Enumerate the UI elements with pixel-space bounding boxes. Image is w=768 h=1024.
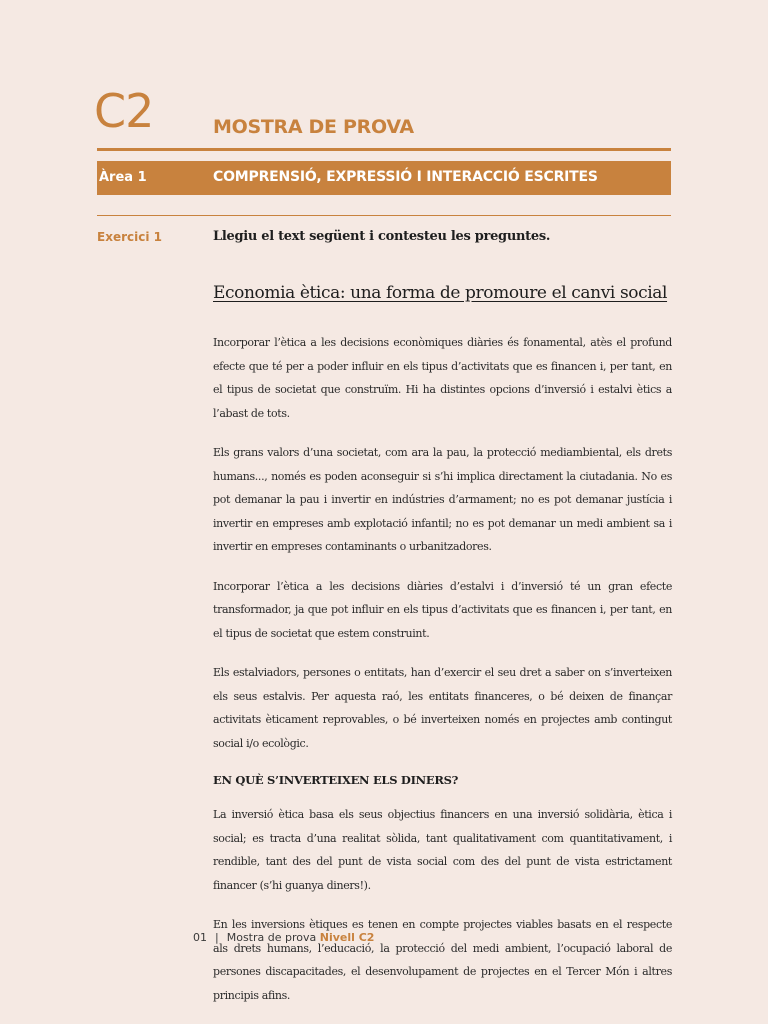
paragraph: En les inversions ètiques es tenen en compte projectes viables basats en el respecte als drets humans, l’educació, la protecció del medi ambient, l’ocupació laboral de persones discapacitades, el desenvolupament de projectes en el Tercer Món i altres principis afins.	[213, 918, 672, 1002]
page-number: 01	[193, 931, 207, 944]
article-body	[213, 331, 672, 1023]
header-rule	[97, 148, 671, 151]
area-title: COMPRENSIÓ, EXPRESSIÓ I INTERACCIÓ ESCRITES	[213, 169, 598, 185]
document-title: MOSTRA DE PROVA	[213, 116, 414, 138]
level-badge: C2	[94, 84, 154, 138]
page-footer	[193, 931, 374, 944]
paragraph: Els estalviadors, persones o entitats, han d’exercir el seu dret a saber on s’inverteixen els seus estalvis. Per aquesta raó, les entitats financeres, o bé deixen de finançar activitats èticament reprovables, o bé inverteixen només en projectes amb contingut social i/o ecològic.	[213, 666, 672, 750]
exercise-instruction: Llegiu el text següent i contesteu les preguntes.	[213, 229, 551, 244]
footer-level: Nivell C2	[319, 931, 375, 944]
footer-text: Mostra de prova	[226, 931, 317, 944]
paragraph: La inversió ètica basa els seus objectius financers en una inversió solidària, ètica i social; es tracta d’una realitat sòlida, tant qualitativament com quantitativament, i rendible, tant des del punt de vista social com des del punt de vista estrictament financer (s’hi guanya diners!).	[213, 808, 672, 892]
paragraph: Els grans valors d’una societat, com ara la pau, la protecció mediambiental, els drets humans..., només es poden aconseguir si s’hi implica directament la ciutadania. No es pot demanar la pau i invertir en indústries d’armament; no es pot demanar justícia i invertir en empreses amb explotació infantil; no es pot demanar un medi ambient sa i invertir en empreses contaminants o urbanitzadores.	[213, 446, 672, 553]
area-label: Àrea 1	[99, 170, 147, 185]
paragraph: Incorporar l’ètica a les decisions diàries d’estalvi i d’inversió té un gran efecte transformador, ja que pot influir en els tipus d’activitats que es financen i, per tant, en el tipus de societat que estem construint.	[213, 579, 672, 640]
article-subheading: EN QUÈ S’INVERTEIXEN ELS DINERS?	[213, 773, 459, 787]
area-band	[97, 161, 671, 195]
paragraph: Incorporar l’ètica a les decisions econòmiques diàries és fonamental, atès el profund efecte que té per a poder influir en els tipus d’activitats que es financen i, per tant, en el tipus de societat que construïm. Hi ha distintes opcions d’inversió i estalvi ètics a l’abast de tots.	[213, 336, 672, 420]
article-title: Economia ètica: una forma de promoure el canvi social	[213, 283, 668, 303]
footer-separator: |	[215, 931, 219, 944]
section-rule	[97, 215, 671, 216]
exercise-label: Exercici 1	[97, 230, 162, 244]
